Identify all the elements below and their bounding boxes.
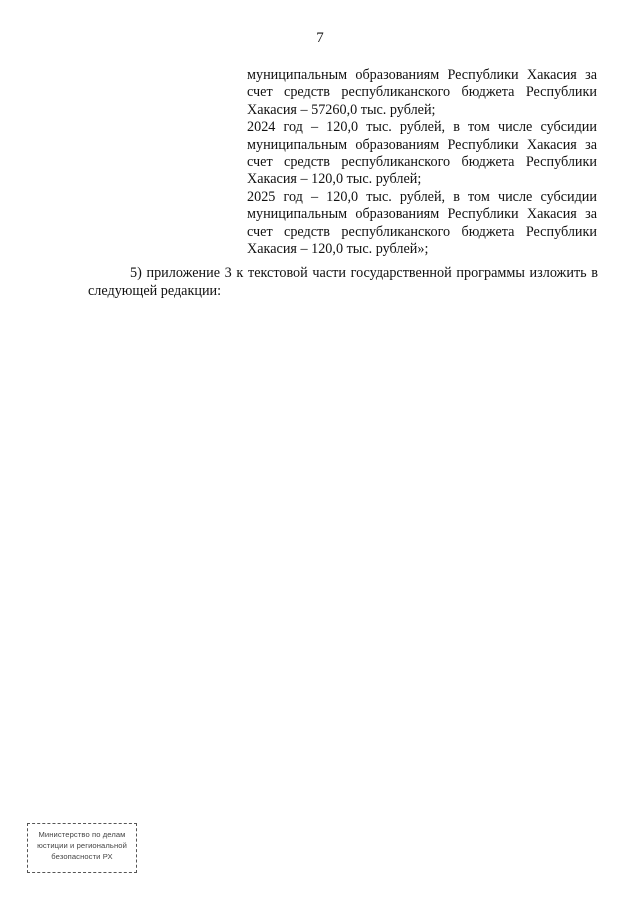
stamp-line-2: юстиции и региональной <box>37 841 127 850</box>
amounts-paragraph-2024: 2024 год – 120,0 тыс. рублей, в том числе субсидии муниципальным образованиям Республики Хакасия за счет средств республиканского бюджета Республики Хакасия – 120,0 тыс. рублей; <box>247 119 597 188</box>
stamp-line-1: Министерство по делам <box>38 830 126 839</box>
amounts-paragraph-2025: 2025 год – 120,0 тыс. рублей, в том числе субсидии муниципальным образованиям Республики Хакасия за счет средств республиканского бюджета Республики Хакасия – 120,0 тыс. рублей»; <box>247 188 597 258</box>
amounts-block <box>247 67 597 258</box>
amounts-paragraph-1: муниципальным образованиям Республики Хакасия за счет средств республиканского бюджета Республики Хакасия – 57260,0 тыс. рублей; <box>247 67 597 118</box>
main-paragraph: 5) приложение 3 к текстовой части государственной программы изложить в следующей редакции: <box>88 265 598 299</box>
registration-stamp <box>27 823 137 873</box>
page-number: 7 <box>316 30 324 46</box>
stamp-line-3: безопасности РХ <box>51 852 113 861</box>
